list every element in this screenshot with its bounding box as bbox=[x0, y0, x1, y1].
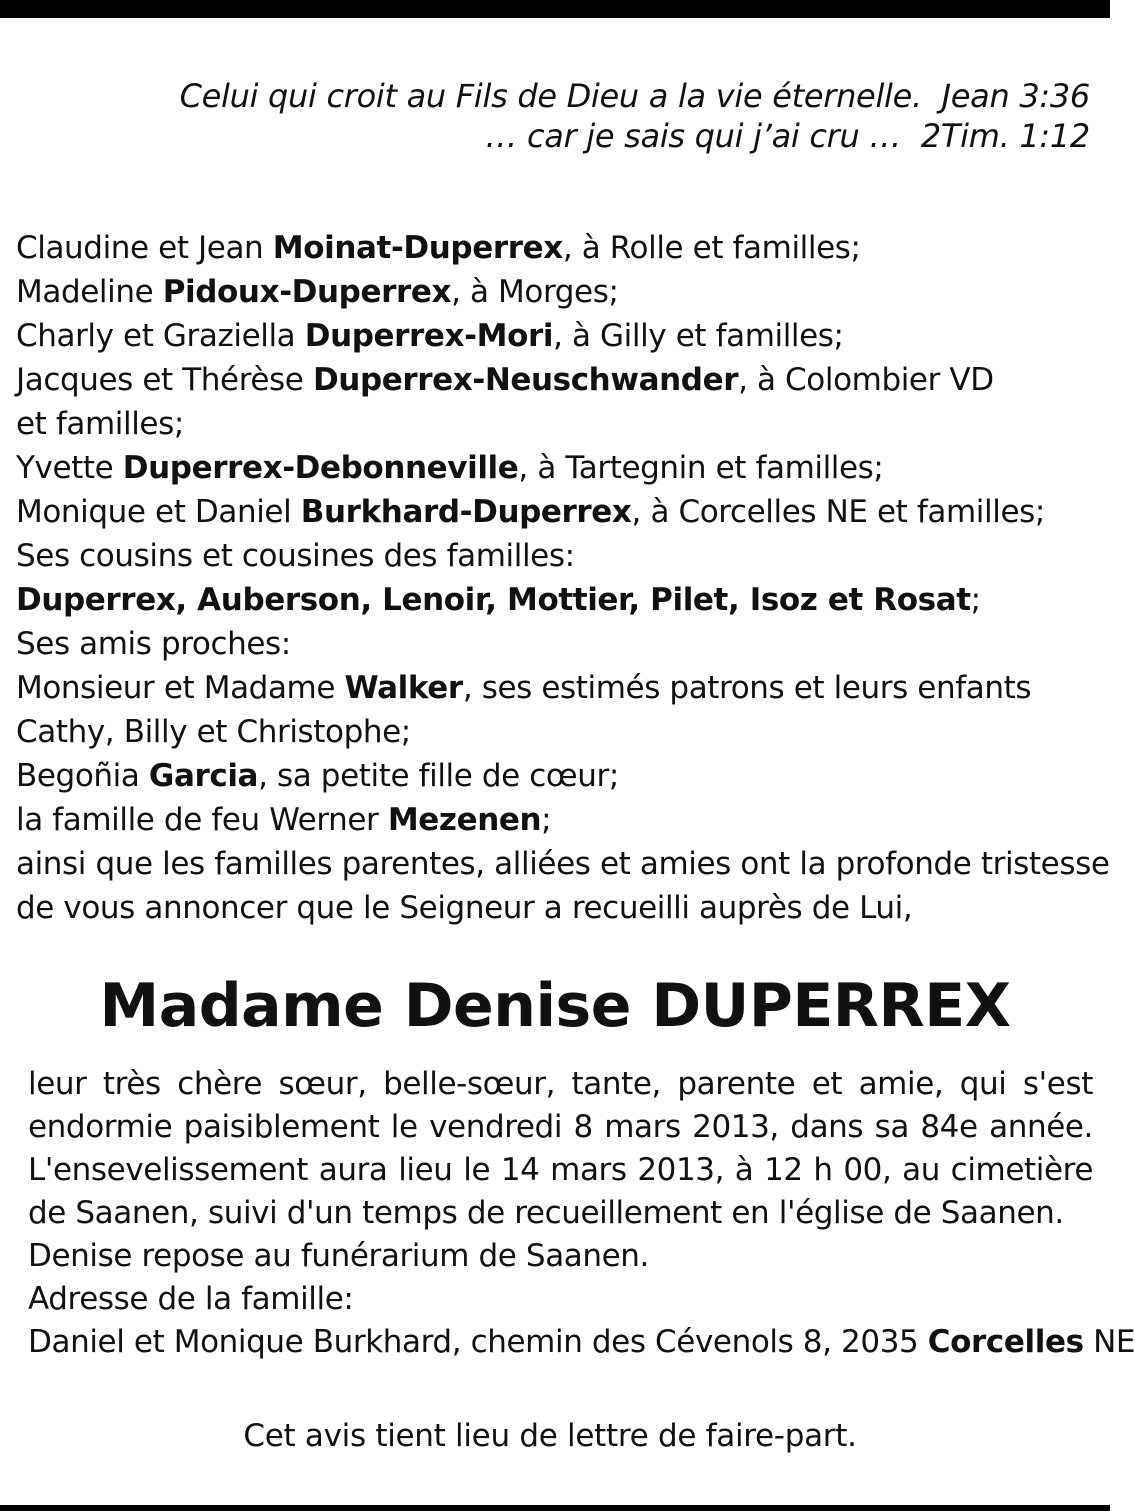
mourner-line: Ses cousins et cousines des familles: bbox=[16, 538, 575, 574]
bottom-border-rule bbox=[0, 1505, 1110, 1511]
address-label: Adresse de la famille: bbox=[28, 1281, 354, 1317]
mourner-line: Begoñia Garcia, sa petite fille de cœur; bbox=[16, 758, 619, 794]
announcement-text: leur très chère sœur, belle-sœur, tante, parente et amie, qui s'est endormie paisiblement le vendredi 8 mars 2013, dans sa 84e année. L'ensevelissement aura lieu le 14 mars 2013, à 12 h 00, au cimetière de Saanen, suivi d'un temps de recueillement en l'église de Saanen. bbox=[28, 1066, 1093, 1231]
mourner-line: Monique et Daniel Burkhard-Duperrex, à Corcelles NE et familles; bbox=[16, 494, 1045, 530]
mourner-line: la famille de feu Werner Mezenen; bbox=[16, 802, 552, 838]
scripture-verses bbox=[90, 76, 1090, 156]
mourner-line: Ses amis proches: bbox=[16, 626, 291, 662]
mourner-line: ainsi que les familles parentes, alliées et amies ont la profonde tristesse bbox=[16, 846, 1110, 882]
mourner-line: Monsieur et Madame Walker, ses estimés patrons et leurs enfants bbox=[16, 670, 1032, 706]
mourner-line: Yvette Duperrex-Debonneville, à Tartegnin et familles; bbox=[16, 450, 884, 486]
deceased-name-heading: Madame Denise DUPERREX bbox=[99, 971, 1011, 1041]
top-border-rule bbox=[0, 0, 1110, 18]
mourners-list bbox=[16, 226, 1110, 930]
mourner-line: Jacques et Thérèse Duperrex-Neuschwander, à Colombier VD et familles; bbox=[16, 362, 994, 442]
mourner-line: Duperrex, Auberson, Lenoir, Mottier, Pilet, Isoz et Rosat; bbox=[16, 582, 981, 618]
mourner-line: Madeline Pidoux-Duperrex, à Morges; bbox=[16, 274, 619, 310]
mourner-line: Claudine et Jean Moinat-Duperrex, à Rolle et familles; bbox=[16, 230, 861, 266]
verse-text: … car je sais qui j’ai cru … bbox=[485, 117, 902, 155]
mourner-line: de vous annoncer que le Seigneur a recueilli auprès de Lui, bbox=[16, 890, 913, 926]
family-address: Daniel et Monique Burkhard, chemin des Cévenols 8, 2035 Corcelles NE bbox=[28, 1324, 1135, 1360]
address-block bbox=[28, 1238, 1135, 1364]
verse-text: Celui qui croit au Fils de Dieu a la vie éternelle. bbox=[179, 77, 922, 115]
verse-reference: 2Tim. 1:12 bbox=[920, 117, 1090, 155]
address-city: Corcelles bbox=[927, 1324, 1084, 1360]
verse-line bbox=[90, 116, 1090, 156]
mourner-line: Cathy, Billy et Christophe; bbox=[16, 714, 411, 750]
mourner-line: Charly et Graziella Duperrex-Mori, à Gilly et familles; bbox=[16, 318, 844, 354]
footer-note: Cet avis tient lieu de lettre de faire-part. bbox=[243, 1418, 857, 1454]
verse-reference: Jean 3:36 bbox=[941, 77, 1090, 115]
verse-line bbox=[90, 76, 1090, 116]
repose-line: Denise repose au funérarium de Saanen. bbox=[28, 1238, 650, 1274]
announcement-paragraph bbox=[28, 1063, 1093, 1235]
